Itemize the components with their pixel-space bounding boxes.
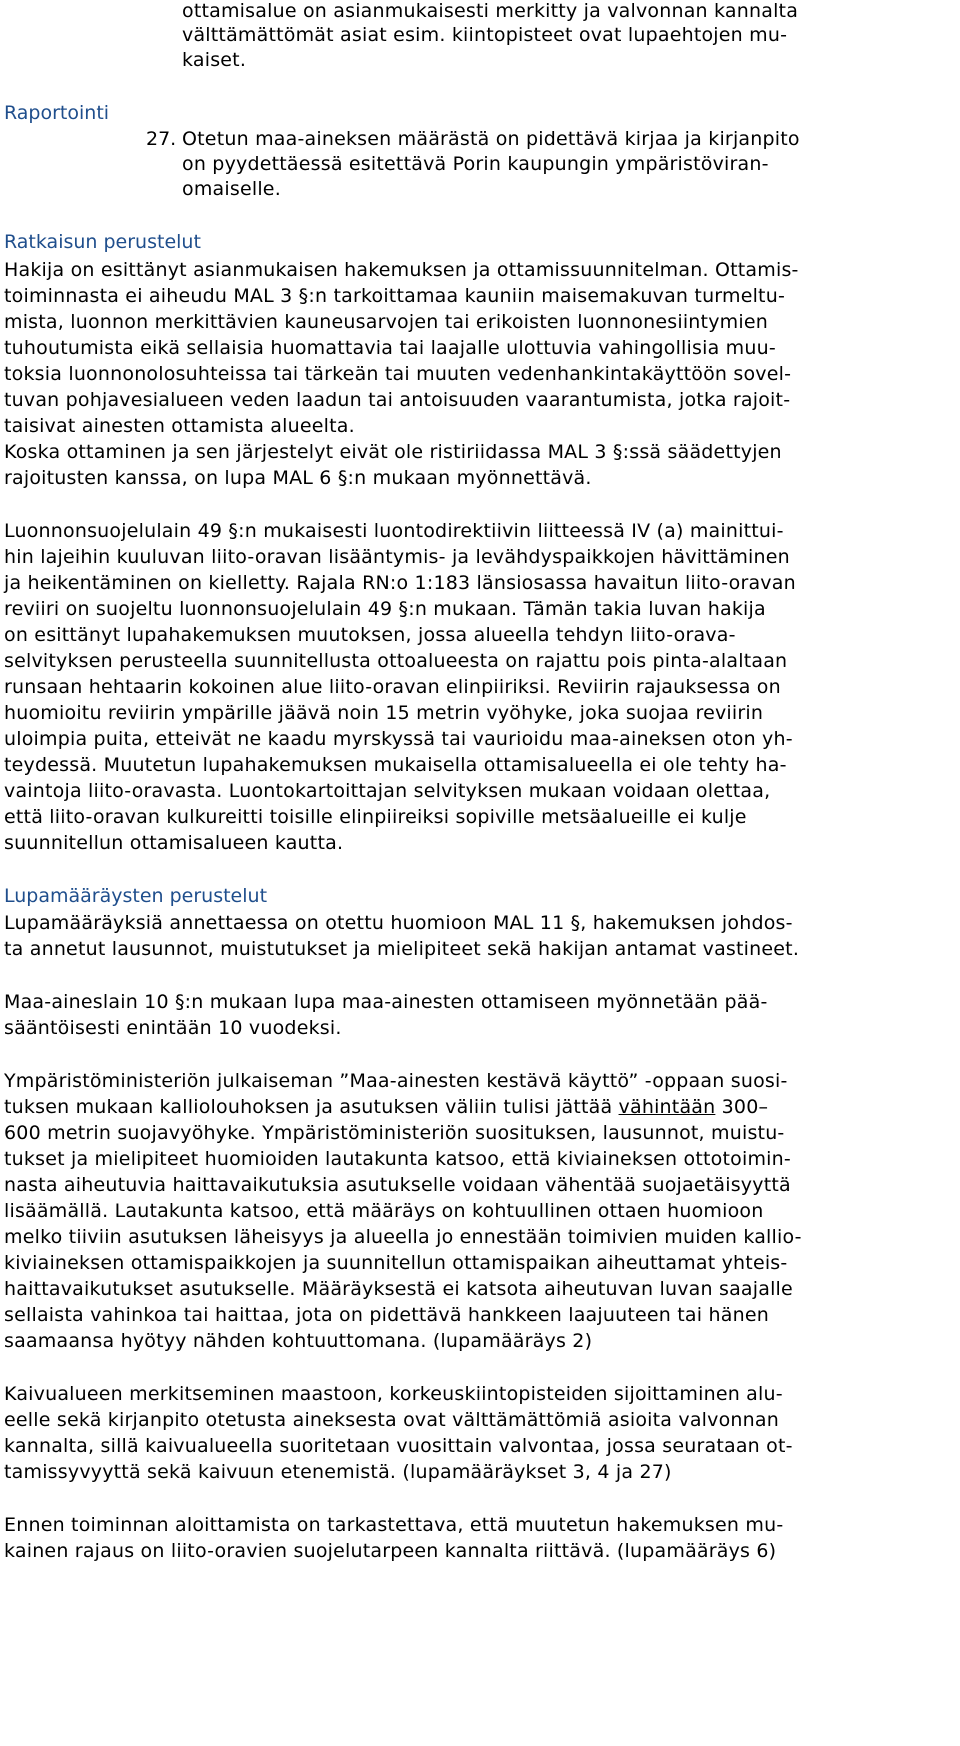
text-segment: 300– [715, 1096, 769, 1118]
text-line: Ympäristöministeriön julkaiseman ”Maa-ainesten kestävä käyttö” -oppaan suosi- [4, 1070, 788, 1092]
section-heading-lupamaaraysten-perustelut: Lupamääräysten perustelut [4, 885, 268, 907]
section-heading-raportointi: Raportointi [4, 102, 110, 124]
text-line: Hakija on esittänyt asianmukaisen hakemuksen ja ottamissuunnitelman. Ottamis- [4, 259, 799, 281]
text-line: että liito-oravan kulkureitti toisille elinpiireiksi sopiville metsäalueille ei kulje [4, 806, 747, 828]
text-line: toksia luonnonolosuhteissa tai tärkeän tai muuten vedenhankintakäyttöön sovel- [4, 363, 792, 385]
text-line: Ennen toiminnan aloittamista on tarkastettava, että muutetun hakemuksen mu- [4, 1514, 784, 1536]
text-line: Koska ottaminen ja sen järjestelyt eivät ole ristiriidassa MAL 3 §:ssä säädettyjen [4, 441, 782, 463]
text-line: rajoitusten kanssa, on lupa MAL 6 §:n mukaan myönnettävä. [4, 467, 592, 489]
text-line: hin lajeihin kuuluvan liito-oravan lisääntymis- ja levähdyspaikkojen hävittäminen [4, 546, 790, 568]
item-number: 27. [146, 128, 177, 150]
text-line: sääntöisesti enintään 10 vuodeksi. [4, 1017, 342, 1039]
text-line: kannalta, sillä kaivualueella suoritetaan vuosittain valvontaa, jossa seurataan ot- [4, 1435, 793, 1457]
text-line: suunnitellun ottamisalueen kautta. [4, 832, 344, 854]
section-heading-ratkaisun-perustelut: Ratkaisun perustelut [4, 231, 201, 253]
text-line: tamissyvyyttä sekä kaivuun etenemistä. (lupamääräykset 3, 4 ja 27) [4, 1461, 672, 1483]
text-line: kainen rajaus on liito-oravien suojelutarpeen kannalta riittävä. (lupamääräys 6) [4, 1540, 777, 1562]
text-line: saamaansa hyötyy nähden kohtuuttomana. (lupamääräys 2) [4, 1330, 593, 1352]
text-line: välttämättömät asiat esim. kiintopisteet ovat lupaehtojen mu- [182, 24, 788, 46]
text-line: ja heikentäminen on kielletty. Rajala RN:o 1:183 länsiosassa havaitun liito-oravan [4, 572, 796, 594]
text-line: mista, luonnon merkittävien kauneusarvojen tai erikoisten luonnonesiintymien [4, 311, 768, 333]
underlined-word: vähintään [618, 1096, 716, 1118]
text-line: omaiselle. [182, 178, 281, 200]
text-line: huomioitu reviirin ympärille jäävä noin 15 metrin vyöhyke, joka suojaa reviirin [4, 702, 764, 724]
text-line: lisäämällä. Lautakunta katsoo, että määräys on kohtuullinen ottaen huomioon [4, 1200, 764, 1222]
text-line: tuhoutumista eikä sellaisia huomattavia tai laajalle ulottuvia vahingollisia muu- [4, 337, 776, 359]
text-line: ta annetut lausunnot, muistutukset ja mielipiteet sekä hakijan antamat vastineet. [4, 938, 800, 960]
text-line: kaiset. [182, 49, 247, 71]
text-segment: tuksen mukaan kalliolouhoksen ja asutuksen väliin tulisi jättää [4, 1096, 619, 1118]
text-line: on pyydettäessä esitettävä Porin kaupungin ympäristöviran- [182, 153, 769, 175]
text-line: ottamisalue on asianmukaisesti merkitty ja valvonnan kannalta [182, 0, 799, 22]
text-line: on esittänyt lupahakemuksen muutoksen, jossa alueella tehdyn liito-orava- [4, 624, 736, 646]
text-line: nasta aiheutuvia haittavaikutuksia asutukselle voidaan vähentää suojaetäisyyttä [4, 1174, 791, 1196]
text-line: uloimpia puita, etteivät ne kaadu myrskyssä tai vaurioidu maa-aineksen oton yh- [4, 728, 793, 750]
text-line: Maa-aineslain 10 §:n mukaan lupa maa-ainesten ottamiseen myönnetään pää- [4, 991, 768, 1013]
text-line: kiviaineksen ottamispaikkojen ja suunnitellun ottamispaikan aiheuttamat yhteis- [4, 1252, 788, 1274]
text-line: Luonnonsuojelulain 49 §:n mukaisesti luontodirektiivin liitteessä IV (a) mainittui- [4, 520, 784, 542]
text-line: eelle sekä kirjanpito otetusta aineksesta ovat välttämättömiä asioita valvonnan [4, 1409, 779, 1431]
text-line: melko tiiviin asutuksen läheisyys ja alueella jo ennestään toimivien muiden kallio- [4, 1226, 802, 1248]
text-line: runsaan hehtaarin kokoinen alue liito-oravan elinpiiriksi. Reviirin rajauksessa on [4, 676, 781, 698]
text-line: tuvan pohjavesialueen veden laadun tai antoisuuden vaarantumista, jotka rajoit- [4, 389, 791, 411]
text-line: Otetun maa-aineksen määrästä on pidettävä kirjaa ja kirjanpito [182, 128, 800, 150]
text-line: sellaista vahinkoa tai haittaa, jota on pidettävä hankkeen laajuuteen tai hänen [4, 1304, 769, 1326]
text-line: selvityksen perusteella suunnitellusta ottoalueesta on rajattu pois pinta-alaltaan [4, 650, 788, 672]
text-line: 600 metrin suojavyöhyke. Ympäristöministeriön suosituksen, lausunnot, muistu- [4, 1122, 785, 1144]
text-line: Lupamääräyksiä annettaessa on otettu huomioon MAL 11 §, hakemuksen johdos- [4, 912, 793, 934]
text-line [4, 1095, 768, 1120]
text-line: teydessä. Muutetun lupahakemuksen mukaisella ottamisalueella ei ole tehty ha- [4, 754, 787, 776]
text-line: toiminnasta ei aiheudu MAL 3 §:n tarkoittamaa kauniin maisemakuvan turmeltu- [4, 285, 786, 307]
text-line: taisivat ainesten ottamista alueelta. [4, 415, 355, 437]
text-line: haittavaikutukset asutukselle. Määräyksestä ei katsota aiheutuvan luvan saajalle [4, 1278, 793, 1300]
text-line: vaintoja liito-oravasta. Luontokartoittajan selvityksen mukaan voidaan olettaa, [4, 780, 771, 802]
text-line: reviiri on suojeltu luonnonsuojelulain 49 §:n mukaan. Tämän takia luvan hakija [4, 598, 766, 620]
text-line: tukset ja mielipiteet huomioiden lautakunta katsoo, että kiviaineksen ottotoimin- [4, 1148, 791, 1170]
text-line: Kaivualueen merkitseminen maastoon, korkeuskiintopisteiden sijoittaminen alu- [4, 1383, 783, 1405]
